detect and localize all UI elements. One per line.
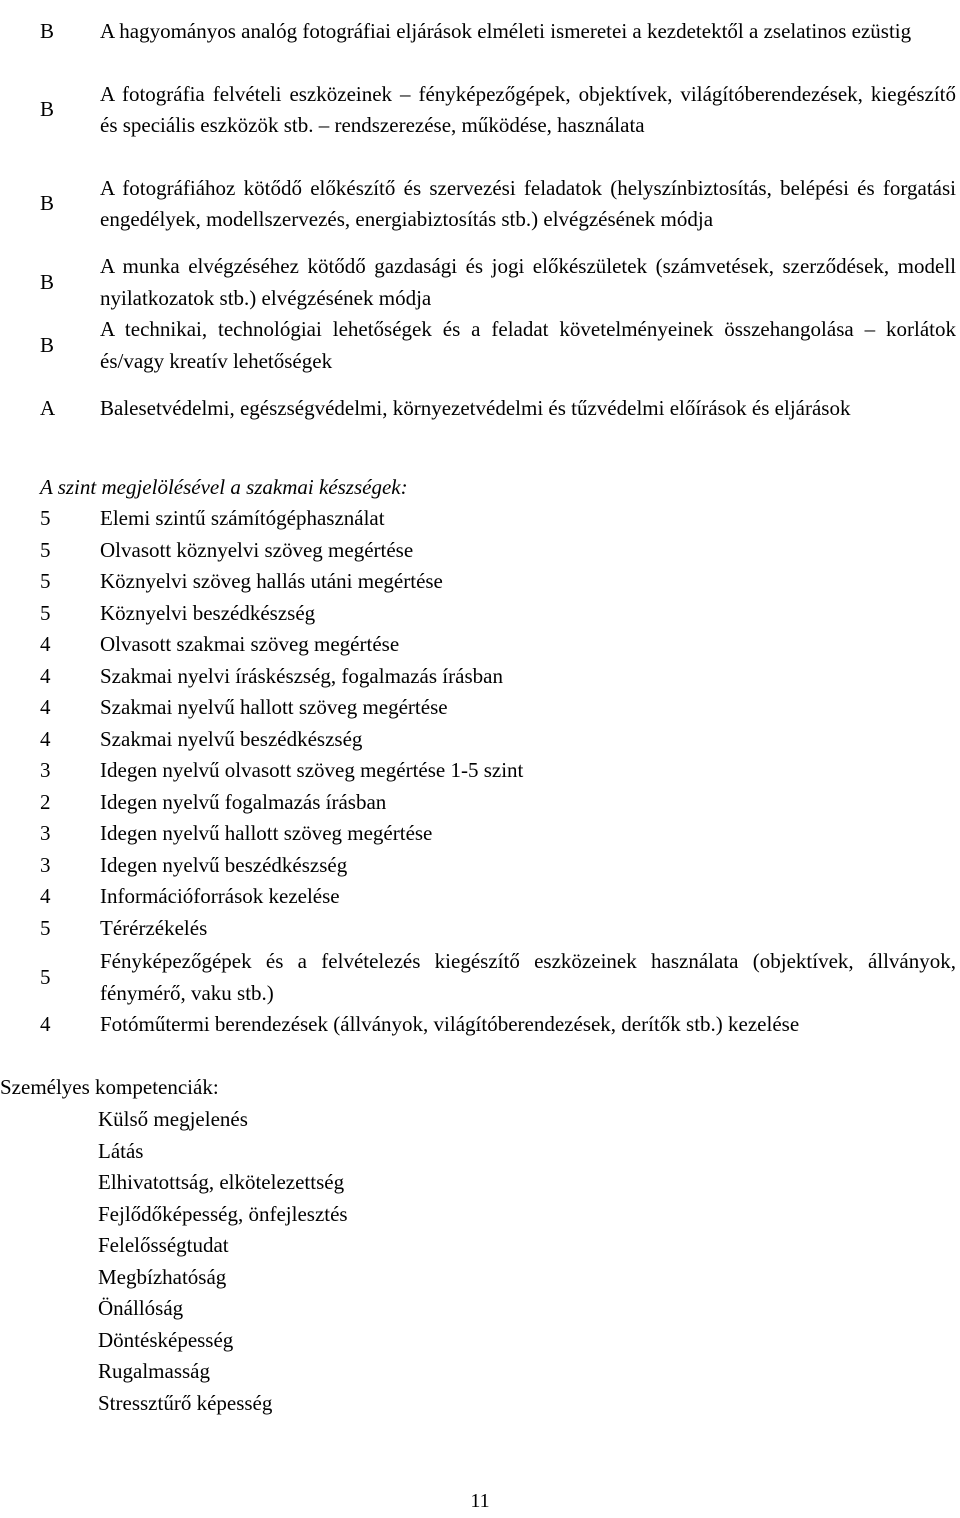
skill-row bbox=[0, 946, 960, 1009]
skill-row bbox=[0, 850, 960, 882]
skill-level: 3 bbox=[40, 852, 51, 877]
skill-row bbox=[0, 598, 960, 630]
competency-item: Külső megjelenés bbox=[98, 1107, 248, 1131]
skill-row bbox=[0, 692, 960, 724]
page-number: 11 bbox=[470, 1490, 490, 1512]
skill-level: 4 bbox=[40, 695, 51, 719]
knowledge-row bbox=[0, 0, 960, 63]
skill-row bbox=[0, 661, 960, 693]
knowledge-text: A hagyományos analóg fotográfiai eljárások elméleti ismeretei a kezdetektől a zselatinos ezüstig bbox=[100, 18, 912, 43]
skill-level: 5 bbox=[40, 964, 51, 989]
level-letter: A bbox=[40, 395, 56, 420]
skill-row bbox=[0, 503, 960, 535]
competency-item: Rugalmasság bbox=[98, 1359, 210, 1383]
skill-text: Szakmai nyelvű beszédkészség bbox=[100, 726, 363, 751]
competency-item: Stressztűrő képesség bbox=[98, 1390, 273, 1415]
competency-item: Látás bbox=[98, 1138, 144, 1163]
skill-row bbox=[0, 881, 960, 913]
skill-level: 5 bbox=[40, 537, 51, 562]
skill-row bbox=[0, 913, 960, 945]
knowledge-text: A technikai, technológiai lehetőségek és a feladat követelményeinek összehangolása – korlátok és/vagy kreatív lehetőségek bbox=[100, 317, 956, 373]
skill-text: Fotóműtermi berendezések (állványok, világítóberendezések, derítők stb.) kezelése bbox=[100, 1012, 800, 1036]
level-letter: B bbox=[40, 191, 55, 216]
level-letter: B bbox=[40, 332, 55, 357]
skill-level: 4 bbox=[40, 663, 51, 688]
skill-text: Idegen nyelvű fogalmazás írásban bbox=[100, 789, 387, 814]
knowledge-text: A fotográfiához kötődő előkészítő és szervezési feladatok (helyszínbiztosítás, belépési és forgatási engedélyek, modellszervezés, energiabiztosítás stb.) elvégzésének módja bbox=[100, 175, 956, 231]
skill-level: 4 bbox=[40, 632, 51, 656]
skill-text: Fényképezőgépek és a felvételezés kiegészítő eszközeinek használata (objektívek, állványok, fénymérő, vaku stb.) bbox=[100, 949, 956, 1005]
competency-item: Felelősségtudat bbox=[98, 1233, 229, 1257]
skill-level: 5 bbox=[40, 569, 51, 593]
skill-text: Olvasott köznyelvi szöveg megértése bbox=[100, 537, 414, 562]
skill-level: 3 bbox=[40, 758, 51, 782]
skill-row bbox=[0, 787, 960, 819]
level-letter: B bbox=[40, 18, 55, 43]
skill-level: 5 bbox=[40, 600, 51, 625]
competency-item: Elhivatottság, elkötelezettség bbox=[98, 1170, 345, 1194]
knowledge-row bbox=[0, 251, 960, 314]
skill-text: Idegen nyelvű hallott szöveg megértése bbox=[100, 821, 433, 845]
skills-heading: A szint megjelölésével a szakmai készségek: bbox=[40, 475, 408, 499]
skill-text: Szakmai nyelvi íráskészség, fogalmazás írásban bbox=[100, 663, 503, 688]
skill-text: Térérzékelés bbox=[100, 915, 208, 940]
skill-row bbox=[0, 724, 960, 756]
personal-competencies-list bbox=[98, 1104, 348, 1419]
competency-item: Önállóság bbox=[98, 1296, 184, 1320]
skill-row bbox=[0, 629, 960, 661]
skill-row bbox=[0, 535, 960, 567]
knowledge-row bbox=[0, 157, 960, 251]
skill-level: 4 bbox=[40, 726, 51, 751]
skill-text: Köznyelvi szöveg hallás utáni megértése bbox=[100, 569, 443, 593]
skill-level: 5 bbox=[40, 915, 51, 940]
skill-level: 2 bbox=[40, 789, 51, 814]
skill-text: Idegen nyelvű olvasott szöveg megértése 1-5 szint bbox=[100, 758, 524, 782]
skill-level: 4 bbox=[40, 1012, 51, 1036]
skill-text: Olvasott szakmai szöveg megértése bbox=[100, 632, 400, 656]
skill-text: Információforrások kezelése bbox=[100, 884, 340, 908]
skill-level: 4 bbox=[40, 884, 51, 908]
skill-row bbox=[0, 1009, 960, 1041]
knowledge-row bbox=[0, 314, 960, 377]
competency-item: Fejlődőképesség, önfejlesztés bbox=[98, 1201, 348, 1226]
knowledge-text: Balesetvédelmi, egészségvédelmi, környezetvédelmi és tűzvédelmi előírások és eljárások bbox=[100, 395, 851, 420]
level-letter: B bbox=[40, 269, 55, 294]
competency-item: Megbízhatóság bbox=[98, 1264, 227, 1289]
skill-text: Elemi szintű számítógéphasználat bbox=[100, 506, 385, 530]
skill-row bbox=[0, 755, 960, 787]
personal-competencies-heading: Személyes kompetenciák: bbox=[0, 1075, 219, 1099]
skill-level: 5 bbox=[40, 506, 51, 530]
skill-text: Idegen nyelvű beszédkészség bbox=[100, 852, 348, 877]
skill-level: 3 bbox=[40, 821, 51, 845]
knowledge-text: A munka elvégzéséhez kötődő gazdasági és jogi előkészületek (számvetések, szerződések, modell nyilatkozatok stb.) elvégzésének módja bbox=[100, 254, 956, 310]
competency-item: Döntésképesség bbox=[98, 1327, 234, 1352]
skill-text: Szakmai nyelvű hallott szöveg megértése bbox=[100, 695, 448, 719]
knowledge-row bbox=[0, 377, 960, 440]
skill-text: Köznyelvi beszédkészség bbox=[100, 600, 316, 625]
level-letter: B bbox=[40, 97, 55, 122]
skill-row bbox=[0, 566, 960, 598]
knowledge-text: A fotográfia felvételi eszközeinek – fényképezőgépek, objektívek, világítóberendezések, kiegészítő és speciális eszközök stb. – rendszerezése, működése, használata bbox=[100, 81, 956, 137]
skill-row bbox=[0, 818, 960, 850]
knowledge-row bbox=[0, 63, 960, 157]
